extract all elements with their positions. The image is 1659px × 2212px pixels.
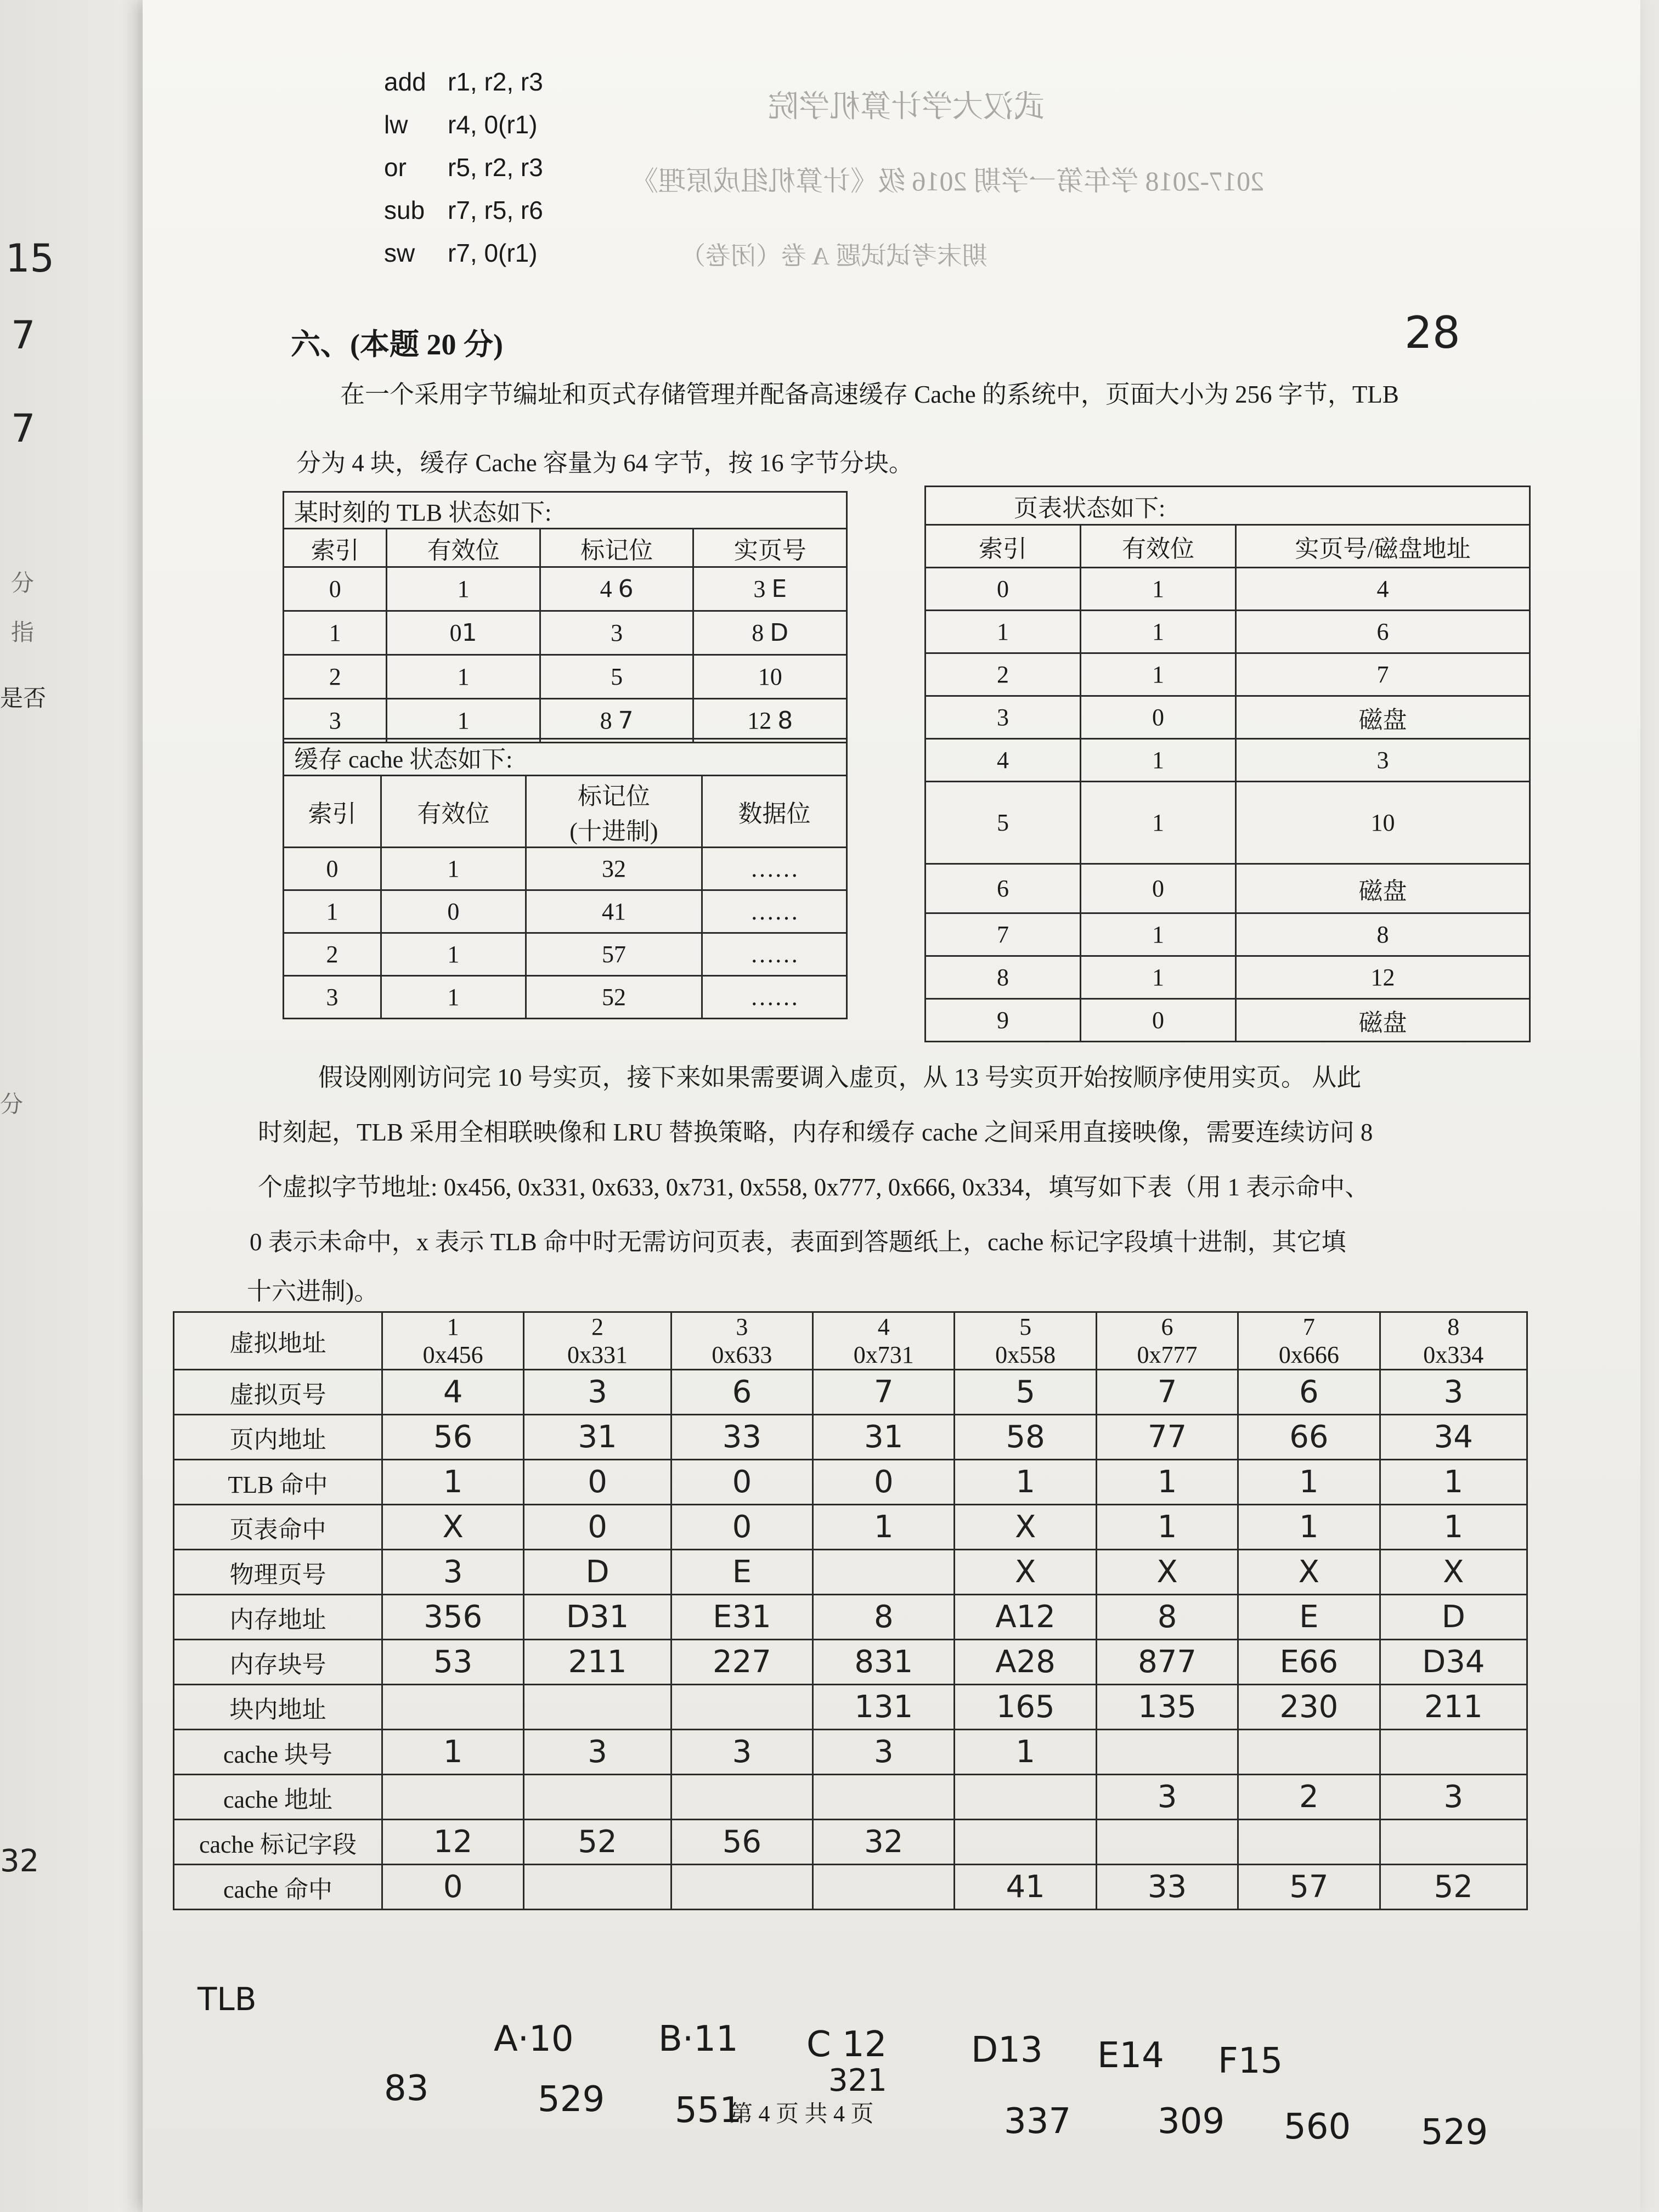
table-row: 9 0 磁盘 <box>926 999 1530 1042</box>
assumption-line-4: 0 表示未命中，x 表示 TLB 命中时无需访问页表，表面到答题纸上，cache 标记字段填十进制，其它填 <box>250 1228 1346 1256</box>
cache-header: 数据位 <box>702 776 847 848</box>
intro-line-1: 在一个采用字节编址和页式存储管理并配备高速缓存 Cache 的系统中，页面大小为 256 字节，TLB <box>340 381 1399 408</box>
table-row: 4 1 3 <box>926 739 1530 782</box>
table-row: cache 块号 1 3 3 3 1 <box>174 1730 1527 1775</box>
ghost-header-1: 武汉大学计算机学院 <box>768 90 1045 124</box>
assumption-line-1: 假设刚刚访问完 10 号实页，接下来如果需要调入虚页，从 13 号实页开始按顺序使用实页。 从此 <box>318 1064 1362 1091</box>
page-table-header: 实页号/磁盘地址 <box>1236 525 1530 568</box>
margin-note-3: 7 <box>11 406 36 451</box>
tlb-header: 标记位 <box>540 529 693 567</box>
table-row: 0 1 4 <box>926 568 1530 611</box>
table-row: 2 1 57 …… <box>284 933 847 976</box>
table-row: 0 1 4 6 3 E <box>284 567 847 611</box>
note-sum-6: 309 <box>1158 2101 1225 2142</box>
page-table-header: 索引 <box>926 525 1081 568</box>
note-hex-d: D13 <box>971 2030 1043 2070</box>
page-table-header: 有效位 <box>1081 525 1236 568</box>
code-listing <box>384 60 543 274</box>
ghost-header-3: 期末考试试题 A 卷（闭卷） <box>680 242 988 270</box>
table-row: 3 1 52 …… <box>284 976 847 1019</box>
code-line: or r5, r2, r3 <box>384 153 543 182</box>
intro-line-2: 分为 4 块，缓存 Cache 容量为 64 字节，按 16 字节分块。 <box>296 449 913 477</box>
table-row: 0 1 32 …… <box>284 848 847 890</box>
cache-table <box>283 738 848 1019</box>
note-tlb: TLB <box>198 1980 257 2018</box>
cache-caption: 缓存 cache 状态如下: <box>284 739 847 776</box>
table-row: 内存地址 356 D31 E31 8 A12 8 E D <box>174 1595 1527 1640</box>
note-hex-f: F15 <box>1218 2041 1283 2081</box>
table-row: cache 地址 3 2 3 <box>174 1775 1527 1820</box>
margin-note-6: 是否 <box>0 686 47 712</box>
section-title: 六、(本题 20 分) <box>291 328 503 361</box>
table-row: 1 01 3 8 D <box>284 611 847 655</box>
code-line: sub r7, r5, r6 <box>384 196 543 224</box>
table-row: TLB 命中 1 0 0 0 1 1 1 1 <box>174 1460 1527 1505</box>
table-row: 页表命中 X 0 0 1 X 1 1 1 <box>174 1505 1527 1550</box>
margin-note-8: 32 <box>0 1843 40 1879</box>
tlb-table <box>283 491 848 743</box>
note-hex-a: A·10 <box>494 2019 574 2059</box>
table-row: 3 0 磁盘 <box>926 696 1530 739</box>
code-line: lw r4, 0(r1) <box>384 110 538 139</box>
note-sum-8: 529 <box>1421 2112 1488 2153</box>
table-row: 1 0 41 …… <box>284 890 847 933</box>
note-sum-2: 529 <box>538 2079 605 2120</box>
assumption-line-5: 十六进制)。 <box>247 1278 379 1305</box>
note-sum-1: 83 <box>384 2068 429 2109</box>
assumption-line-3: 个虚拟字节地址: 0x456, 0x331, 0x633, 0x731, 0x558, 0x777, 0x666, 0x334，填写如下表（用 1 表示命中、 <box>258 1173 1370 1201</box>
code-line: add r1, r2, r3 <box>384 67 543 96</box>
cache-header: 标记位 (十进制) <box>526 776 702 848</box>
table-row: 8 1 12 <box>926 956 1530 999</box>
cache-header: 索引 <box>284 776 381 848</box>
table-row: 页内地址 56 31 33 31 58 77 66 34 <box>174 1415 1527 1460</box>
code-line: sw r7, 0(r1) <box>384 239 538 267</box>
table-row: 块内地址 131 165 135 230 211 <box>174 1685 1527 1730</box>
tlb-header: 有效位 <box>387 529 540 567</box>
table-row: 6 0 磁盘 <box>926 864 1530 913</box>
table-row: 5 1 10 <box>926 782 1530 864</box>
note-sum-4: 321 <box>828 2063 887 2098</box>
note-hex-e: E14 <box>1097 2035 1164 2076</box>
table-row: 7 1 8 <box>926 913 1530 956</box>
tlb-header: 索引 <box>284 529 387 567</box>
note-sum-5: 337 <box>1004 2101 1071 2142</box>
note-hex-c: C 12 <box>806 2024 887 2065</box>
margin-note-5: 指 <box>11 620 35 646</box>
table-row: 3 1 8 7 12 8 <box>284 699 847 743</box>
margin-note-7: 分 <box>0 1092 24 1118</box>
handwritten-score: 28 <box>1404 307 1460 358</box>
table-row: cache 标记字段 12 52 56 32 <box>174 1820 1527 1865</box>
page-footer: 第 4 页 共 4 页 <box>730 2102 874 2127</box>
table-row: 虚拟地址 1 0x456 2 0x331 3 0x633 4 0x731 5 0x558 6 0x777 7 0x666 8 0x334 <box>174 1312 1527 1370</box>
table-row: 虚拟页号 4 3 6 7 5 7 6 3 <box>174 1370 1527 1415</box>
table-row: cache 命中 0 41 33 57 52 <box>174 1865 1527 1910</box>
margin-note-1: 15 <box>5 236 55 281</box>
page-table-caption: 页表状态如下: <box>926 487 1530 525</box>
ghost-header-2: 2017-2018 学年第一学期 2016 级《计算机组成原理》 <box>631 166 1265 196</box>
note-sum-7: 560 <box>1284 2107 1351 2147</box>
table-row: 2 1 5 10 <box>284 655 847 699</box>
answer-table <box>173 1311 1528 1910</box>
margin-note-2: 7 <box>11 313 36 358</box>
note-sum-3: 551 <box>675 2090 742 2131</box>
tlb-header: 实页号 <box>693 529 847 567</box>
margin-note-4: 分 <box>11 571 35 596</box>
assumption-line-2: 时刻起，TLB 采用全相联映像和 LRU 替换策略，内存和缓存 cache 之间采用直接映像，需要连续访问 8 <box>258 1119 1373 1146</box>
cache-header: 有效位 <box>381 776 526 848</box>
table-row: 1 1 6 <box>926 611 1530 653</box>
note-hex-b: B·11 <box>658 2019 738 2059</box>
page-table <box>924 486 1531 1042</box>
table-row: 2 1 7 <box>926 653 1530 696</box>
table-row: 物理页号 3 D E X X X X <box>174 1550 1527 1595</box>
tlb-caption: 某时刻的 TLB 状态如下: <box>284 492 847 529</box>
table-row: 内存块号 53 211 227 831 A28 877 E66 D34 <box>174 1640 1527 1685</box>
